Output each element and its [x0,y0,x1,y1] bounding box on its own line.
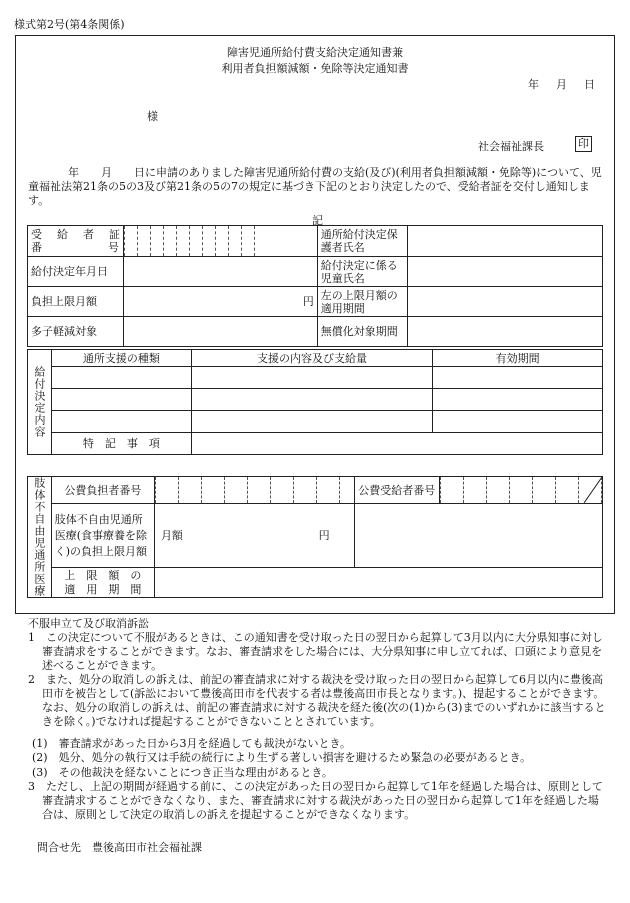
limit-period-label: 上 限 額 の 適 用 期 間 [51,568,154,598]
child-label: 給付決定に係る児童氏名 [317,257,407,287]
medical-limit-extra [354,504,602,568]
table-cell [191,411,433,433]
table-cell [191,367,433,389]
guardian-value [407,226,602,257]
upper-limit-label: 負担上限月額 [28,287,124,317]
multi-child-value [123,317,317,347]
appeal-heading: 不服申立て及び取消訴訟 [28,617,149,630]
guardian-label: 通所給付決定保護者氏名 [317,226,407,257]
decision-info-table [27,225,603,347]
decision-date-value [123,257,317,287]
title-line-1: 障害児通所給付費支給決定通知書兼 [227,46,403,59]
col-content: 支援の内容及び支給量 [191,350,433,367]
public-payer-label: 公費負担者番号 [51,477,154,504]
seal: 印 [575,136,592,152]
appeal-paragraph-3: 3 ただし、上記の期間が経過する前に、この決定があった日の翌日から起算して1年を経過した場合は、原則として審査請求することができなくなり、また、審査請求に対する裁決があった日の翌日から起算して1年を経過した場合は、原則として決定の取消しの訴えを提起することができなくなります。 [28,780,603,821]
recipient-no-cells [123,226,317,257]
free-period-label: 無償化対象期間 [317,317,407,347]
col-service-type: 通所支援の種類 [51,350,191,367]
medical-limit-value [154,504,354,568]
monthly-label: 月額 [160,529,183,542]
appeal-paragraph-1: 1 この決定について不服があるときは、この通知書を受け取った日の翌日から起算して3月以内に大分県知事に対し審査請求をすることができます。なお、審査請求をした場合には、大分県知事に申し立てれば、口頭により意見を述べることができます。 [28,631,603,672]
appeal-item-1: (1) 審査請求があった日から3月を経過しても裁決がないとき。 [32,737,352,750]
appeal-item-2: (2) 処分、処分の執行又は手続の続行により生ずる著しい損害を避けるため緊急の必要があるとき。 [32,751,532,764]
diagonal-slash [584,477,602,503]
decision-date-label: 給付決定年月日 [28,257,124,287]
public-recipient-cells [439,477,602,504]
period-label: 左の上限月額の適用期間 [317,287,407,317]
medical-table [27,476,603,598]
limit-period-value [154,568,602,598]
table-cell [433,367,603,389]
child-value [407,257,602,287]
appeal-item-3: (3) その他裁決を経ないことにつき正当な理由があるとき。 [32,766,333,779]
multi-child-label: 多子軽減対象 [28,317,124,347]
ki-label: 記 [312,214,323,227]
issuer: 社会福祉課長 [478,140,544,153]
remarks-value [191,433,602,455]
table-cell [191,389,433,411]
contact: 問合せ先 豊後高田市社会福祉課 [37,841,202,854]
title-line-2: 利用者負担額減額・免除等決定通知書 [221,62,409,75]
col-valid-period: 有効期間 [433,350,603,367]
recipient-no-label: 受 給 者 証 番 号 [28,226,124,257]
form-label: 様式第2号(第4条関係) [14,18,125,31]
table-cell [51,389,191,411]
monthly-yen: 円 [318,529,330,542]
upper-limit-value: 円 [123,287,317,317]
public-recipient-label: 公費受給者番号 [354,477,439,504]
decision-content-table [27,349,603,455]
table-cell [433,411,603,433]
medical-side: 肢体不自由児通所医療 [28,477,52,598]
table-cell [51,367,191,389]
addressee: 様 [147,110,158,123]
date: 年 月 日 [528,78,598,91]
remarks-label: 特 記 事 項 [51,433,191,455]
appeal-paragraph-2: 2 また、処分の取消しの訴えは、前記の審査請求に対する裁決を受け取った日の翌日から起算して6月以内に豊後高田市を被告として(訴訟において豊後高田市を代表する者は豊後高田市長となります。)、提起することができます。なお、処分の取消しの訴えは、前記の審査請求に対する裁決を経た後(次の(1)から(3)までのいずれかに該当するときを除く。)でなければ提起することができないこととされています。 [28,673,606,728]
medical-limit-label: 肢体不自由児通所医療(食事療養を除く)の負担上限月額 [51,504,154,568]
period-value [407,287,602,317]
free-period-value [407,317,602,347]
decision-content-side: 給付決定内容 [28,350,52,455]
public-payer-cells [154,477,354,504]
body-text: 年 月 日に申請のありました障害児通所給付費の支給(及び)(利用者負担額減額・免除等)について、児童福祉法第21条の5の3及び第21条の5の7の規定に基づき下記のとおり決定したので、受給者証を交付し通知します。 [28,166,602,207]
table-cell [51,411,191,433]
table-cell [433,389,603,411]
